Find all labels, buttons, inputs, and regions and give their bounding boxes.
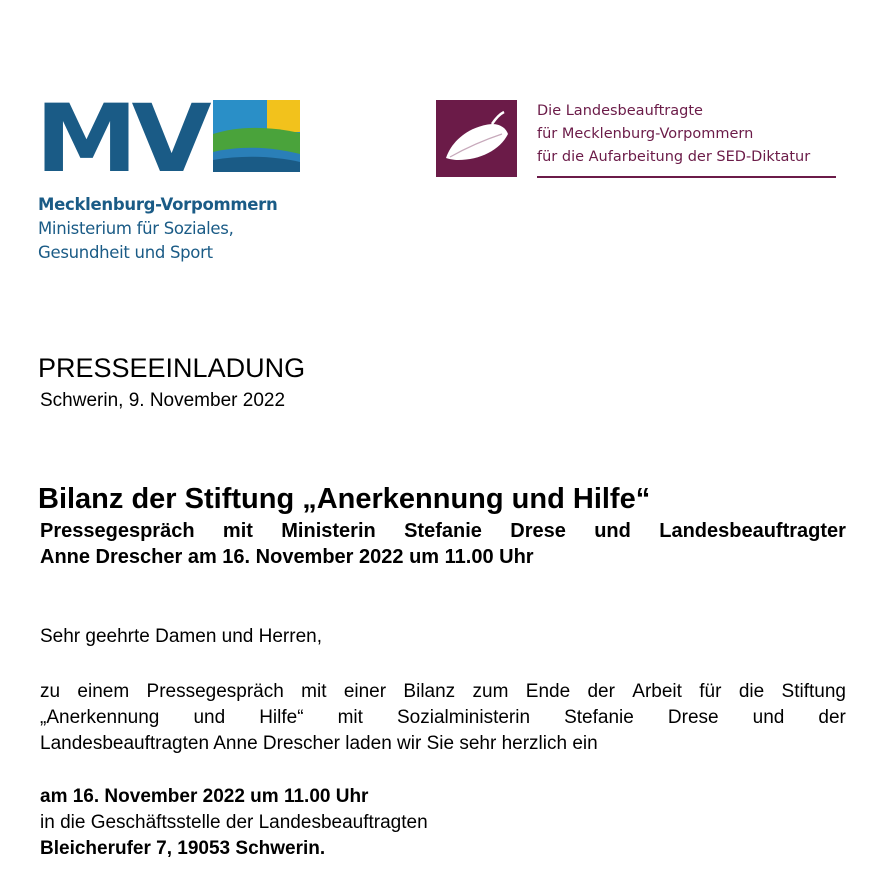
lb-logo bbox=[436, 100, 517, 177]
mv-ministry-name bbox=[38, 193, 277, 265]
mv-line-ministry: Ministerium für Soziales, bbox=[38, 219, 234, 238]
body-line-2: „Anerkennung und Hilfe“ mit Sozialministerin Stefanie Drese und der bbox=[40, 707, 846, 728]
headline: Bilanz der Stiftung „Anerkennung und Hilfe“ bbox=[38, 483, 651, 515]
document-type: PRESSEEINLADUNG bbox=[38, 353, 306, 383]
body-line-1: zu einem Pressegespräch mit einer Bilanz zum Ende der Arbeit für die Stiftung bbox=[40, 681, 846, 702]
lb-underline bbox=[537, 176, 836, 178]
lb-line-1: Die Landesbeauftragte bbox=[537, 103, 703, 119]
event-date-time: am 16. November 2022 um 11.00 Uhr bbox=[40, 786, 369, 807]
event-address: Bleicherufer 7, 19053 Schwerin. bbox=[40, 838, 326, 859]
body-line-3: Landesbeauftragten Anne Drescher laden wir Sie sehr herzlich ein bbox=[40, 733, 598, 754]
event-location-intro: in die Geschäftsstelle der Landesbeauftragten bbox=[40, 812, 428, 833]
event-details bbox=[40, 784, 428, 862]
body-paragraph bbox=[40, 679, 846, 757]
dateline: Schwerin, 9. November 2022 bbox=[40, 390, 286, 411]
mv-line-state: Mecklenburg-Vorpommern bbox=[38, 195, 278, 214]
mv-logo-icon bbox=[38, 98, 300, 178]
mv-logo bbox=[38, 98, 300, 178]
subheadline-line-1: Pressegespräch mit Ministerin Stefanie Drese und Landesbeauftragter bbox=[40, 520, 846, 542]
greeting: Sehr geehrte Damen und Herren, bbox=[40, 626, 322, 647]
mv-line-department: Gesundheit und Sport bbox=[38, 243, 213, 262]
subheadline bbox=[40, 518, 846, 570]
mv-letters: MV bbox=[38, 98, 212, 178]
lb-line-2: für Mecklenburg-Vorpommern bbox=[537, 126, 754, 142]
lb-line-3: für die Aufarbeitung der SED-Diktatur bbox=[537, 149, 811, 165]
leaf-icon bbox=[436, 100, 517, 177]
subheadline-line-2: Anne Drescher am 16. November 2022 um 11.00 Uhr bbox=[40, 546, 534, 568]
lb-title bbox=[537, 100, 810, 169]
